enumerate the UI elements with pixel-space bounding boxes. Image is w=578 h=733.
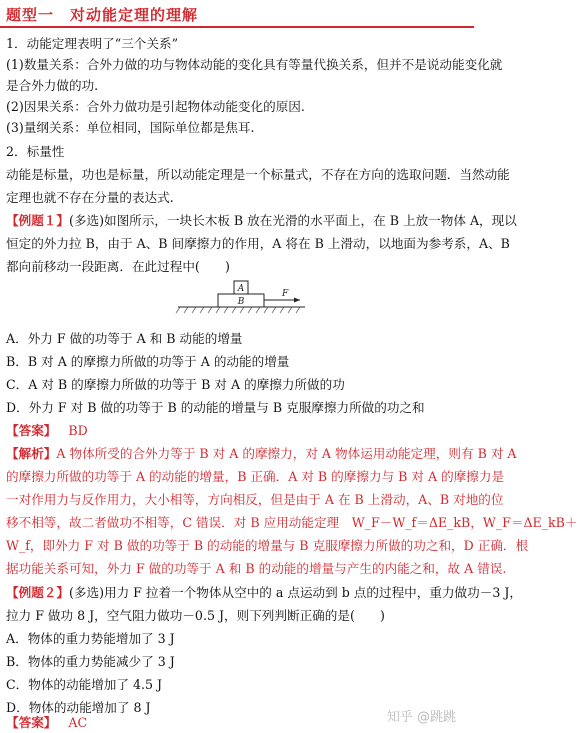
section1-p1-line1: (1)数量关系：合外力做的功与物体动能的变化具有等量代换关系，但并不是说动能变化就 (6, 57, 503, 72)
block-a-label: A (237, 284, 245, 294)
ground-hatching (176, 307, 300, 313)
example1-line1 (6, 212, 517, 230)
example2-answer-tag: 【答案】 (6, 715, 57, 730)
example2-line2: 拉力 F 做功 8 J，空气阻力做功－0.5 J，则下列判断正确的是( ) (6, 608, 385, 623)
example2-stem-1: (多选)用力 F 拉着一个物体从空中的 a 点运动到 b 点的过程中，重力做功－3 J， (68, 585, 522, 600)
example2-tag: 【例题２】 (6, 585, 69, 600)
example1-option-b: B．B 对 A 的摩擦力所做的功等于 A 的动能的增量 (6, 354, 290, 369)
example1-analysis-line1 (6, 445, 517, 463)
example1-analysis-line3: 一对作用力与反作用力，大小相等，方向相反，但是由于 A 在 B 上滑动，A、B 对地的位 (6, 492, 504, 507)
example2-option-a: A．物体的重力势能增加了 3 J (6, 631, 175, 646)
section1-p1-line2: 是合外力做的功. (6, 78, 99, 93)
example1-answer-line (6, 422, 468, 440)
example1-line3: 都向前移动一段距离．在此过程中( ) (6, 259, 230, 274)
force-arrow-head (294, 298, 300, 303)
example1-answer: BD (68, 423, 88, 438)
section1-heading: 1．动能定理表明了“三个关系” (6, 36, 179, 51)
example1-analysis-line2: 的摩擦力所做的功等于 A 的动能的增量，B 正确．A 对 B 的摩擦力与 B 对 A 的摩擦力是 (6, 469, 505, 484)
example1-option-d: D．外力 F 对 B 做的功等于 B 的动能的增量与 B 克服摩擦力所做的功之和 (6, 400, 425, 415)
example2-option-d: D．物体的动能增加了 8 J (6, 700, 151, 715)
example1-analysis-line5: W_f，即外力 F 对 B 做的功等于 B 的动能的增量与 B 克服摩擦力所做的功之和，D 正确．根 (6, 538, 529, 553)
section1-p3: (3)量纲关系：单位相同，国际单位都是焦耳. (6, 120, 255, 135)
example1-analysis-tag: 【解析】 (6, 446, 57, 461)
section1-p2: (2)因果关系：合外力做功是引起物体动能变化的原因. (6, 99, 305, 114)
example1-option-a: A．外力 F 做的功等于 A 和 B 动能的增量 (6, 331, 243, 346)
example1-tag: 【例题１】 (6, 213, 69, 228)
section-title: 题型一 对动能定理的理解 (6, 6, 199, 24)
example1-analysis-line4: 移不相等，故二者做功不相等，C 错误．对 B 应用动能定理 W_F－W_f＝ΔE_kB，W_F＝ΔE_kB＋ (6, 515, 578, 530)
example2-line1 (6, 584, 522, 602)
analysis-text-1: A 物体所受的合外力等于 B 对 A 的摩擦力，对 A 物体运用动能定理，则有 B 对 A (56, 446, 517, 461)
example1-answer-tag: 【答案】 (6, 423, 57, 438)
example1-option-c: C．A 对 B 的摩擦力所做的功等于 B 对 A 的摩擦力所做的功 (6, 377, 345, 392)
example2-option-c: C．物体的动能增加了 4.5 J (6, 677, 163, 692)
force-label: F (282, 289, 289, 299)
example1-stem-1: (多选)如图所示，一块长木板 B 放在光滑的水平面上，在 B 上放一物体 A，现以 (68, 213, 517, 228)
board-b-label: B (237, 297, 245, 307)
example1-analysis-line6: 据功能关系可知，外力 F 做的功等于 A 和 B 的动能的增量与产生的内能之和，故 A 错误. (6, 561, 507, 576)
example2-option-b: B．物体的重力势能减少了 3 J (6, 654, 175, 669)
section2-p1-line1: 动能是标量，功也是标量，所以动能定理是一个标量式，不存在方向的选取问题．当然动能 (6, 167, 510, 182)
example1-line2: 恒定的外力拉 B，由于 A、B 间摩擦力的作用，A 将在 B 上滑动，以地面为参考系，A、B (6, 236, 510, 251)
section-title-bar (0, 0, 474, 28)
section2-p1-line2: 定理也就不存在分量的表达式. (6, 190, 174, 205)
example2-answer: AC (68, 715, 88, 730)
watermark: 知乎 @跳跳 (386, 710, 456, 725)
block-diagram (160, 278, 310, 318)
section2-heading: 2．标量性 (6, 144, 65, 159)
title-underline (0, 26, 474, 28)
